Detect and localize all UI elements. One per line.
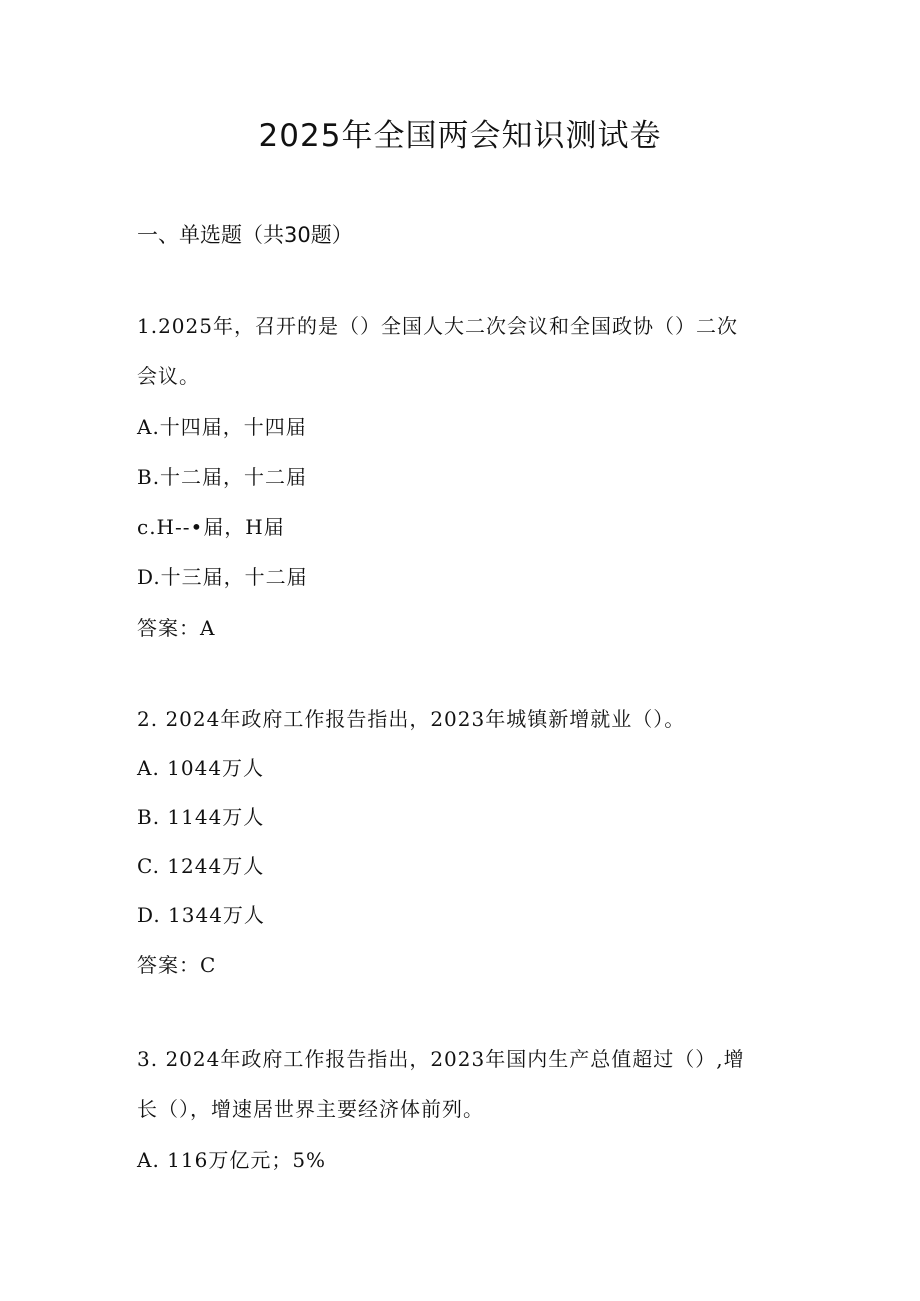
question-1-option-b: B.十二届，十二届	[137, 465, 308, 489]
question-2-answer: 答案：C	[137, 953, 217, 977]
question-2-option-d: D. 1344万人	[137, 903, 265, 927]
question-1-option-c: c.H--•届，H届	[137, 515, 285, 539]
question-3-stem-line-2: 长（），增速居世界主要经济体前列。	[137, 1097, 484, 1121]
question-3-stem-line-1: 3. 2024年政府工作报告指出，2023年国内生产总值超过（）,增	[137, 1047, 745, 1071]
question-1-stem-line-1: 1.2025年，召开的是（）全国人大二次会议和全国政协（）二次	[137, 314, 738, 338]
question-2-option-b: B. 1144万人	[137, 805, 265, 829]
question-3-option-a: A. 116万亿元；5%	[137, 1148, 327, 1172]
question-1-option-d: D.十三届，十二届	[137, 565, 308, 589]
section-heading: 一、单选题（共30题）	[137, 223, 353, 247]
question-1-option-a: A.十四届，十四届	[137, 415, 307, 439]
question-2-option-c: C. 1244万人	[137, 854, 265, 878]
question-2-option-a: A. 1044万人	[137, 756, 265, 780]
question-1-stem-line-2: 会议。	[137, 364, 200, 388]
document-title: 2025年全国两会知识测试卷	[258, 118, 662, 154]
question-1-answer: 答案：A	[137, 616, 216, 640]
question-2-stem-line-1: 2. 2024年政府工作报告指出，2023年城镇新增就业（）。	[137, 707, 686, 731]
